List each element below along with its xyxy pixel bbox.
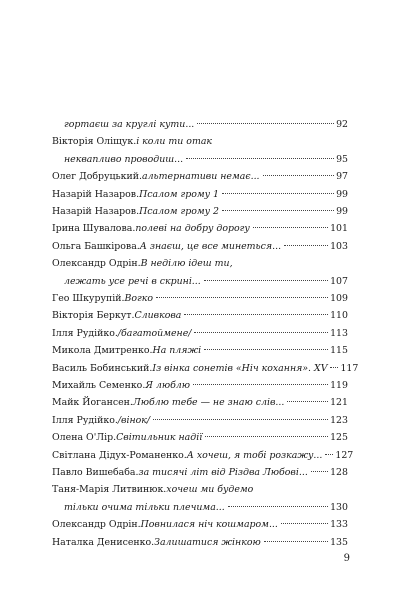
toc-title: Сливкова (134, 310, 182, 322)
toc-page-number: 133 (330, 519, 348, 531)
toc-line (52, 465, 348, 480)
dot-leader (153, 419, 328, 420)
toc-title: /багатоймене/ (117, 327, 192, 339)
toc-title: за тисячі літ від Різдва Любові... (138, 467, 308, 478)
toc-title: А знаєш, це все минеться... (139, 240, 282, 252)
dot-leader (184, 314, 328, 315)
toc-author: Світлана Дідух-Романенко. (52, 449, 187, 461)
toc-line (64, 117, 348, 132)
toc-page-number: 107 (330, 275, 348, 287)
dot-leader (222, 210, 334, 211)
dot-leader (205, 436, 328, 437)
toc-author: Олена О'Лір. (52, 432, 117, 444)
toc-line (52, 204, 348, 219)
toc-title: лежать усе речі в скрині... (64, 275, 201, 287)
toc-title: Із вінка сонетів «Ніч кохання». XV (152, 362, 328, 374)
toc-line (52, 448, 354, 463)
toc-line (52, 517, 348, 532)
toc-page-number: 127 (335, 449, 354, 461)
toc-title: Псалом грому 2 (139, 206, 219, 217)
toc-title: і коли ти отак (136, 136, 213, 148)
dot-leader (311, 471, 328, 472)
toc-page-number: 123 (330, 414, 348, 426)
toc-line (52, 482, 253, 497)
toc-page-number: 119 (330, 380, 348, 391)
toc-line (52, 378, 348, 393)
toc-author: Майк Йогансен. (52, 397, 133, 409)
toc-line (52, 413, 348, 428)
toc-author: Назарій Назаров. (52, 188, 140, 200)
toc-title: альтернативи немає... (141, 171, 260, 183)
toc-title: На пляжі (152, 345, 202, 357)
dot-leader (253, 227, 328, 228)
toc-line (52, 169, 348, 184)
toc-line (52, 395, 348, 410)
toc-title: полеві на добру дорогу (135, 223, 250, 235)
dot-leader (186, 158, 334, 159)
toc-title: Я люблю (145, 380, 191, 391)
toc-line (52, 343, 348, 358)
toc-author: Олег Добруцький. (52, 171, 142, 183)
dot-leader (197, 123, 334, 124)
dot-leader (264, 541, 328, 542)
dot-leader (156, 297, 328, 298)
toc-author: Наталка Денисенко. (52, 536, 155, 548)
toc-line (52, 134, 212, 149)
toc-author: Олександр Одрін. (52, 519, 141, 531)
toc-title: /вінок/ (117, 414, 151, 426)
toc-author: Павло Вишебаба. (52, 467, 139, 478)
toc-line (52, 256, 233, 271)
toc-line (52, 239, 348, 254)
toc-title: Вогко (124, 293, 153, 304)
toc-line (64, 152, 348, 167)
toc-line (64, 274, 348, 289)
toc-author: Ілля Рудійко. (52, 414, 118, 426)
toc-line (52, 326, 348, 341)
toc-title: В неділю ідеш ти, (140, 258, 233, 270)
toc-line (52, 308, 348, 323)
dot-leader (204, 349, 328, 350)
dot-leader (330, 367, 338, 368)
dot-leader (287, 401, 328, 402)
toc-page-number: 109 (330, 293, 348, 304)
toc-page-number: 115 (330, 345, 348, 357)
toc-author: Ольга Башкірова. (52, 240, 140, 252)
toc-title: тільки очима тільки плечима... (64, 501, 225, 513)
toc-page-number: 95 (336, 153, 348, 165)
toc-title: гортаєш за круглі кути... (64, 119, 195, 130)
toc-page-number: 135 (330, 536, 348, 548)
toc-line (52, 430, 348, 445)
toc-page-number: 99 (336, 188, 348, 200)
dot-leader (193, 384, 328, 385)
dot-leader (222, 193, 334, 194)
toc-page-number: 92 (336, 119, 348, 130)
toc-page-number: 97 (336, 171, 348, 183)
toc-page-number: 121 (330, 397, 348, 409)
toc-line (52, 187, 348, 202)
dot-leader (325, 454, 333, 455)
dot-leader (194, 332, 328, 333)
toc-title: Люблю тебе — не знаю слів... (132, 397, 285, 409)
toc-page-number: 117 (340, 362, 359, 374)
toc-page-number: 128 (330, 467, 348, 478)
toc-page-number: 101 (330, 223, 348, 235)
toc-author: Олександр Одрін. (52, 258, 141, 270)
toc-author: Таня-Марія Литвинюк. (52, 484, 167, 496)
toc-author: Ілля Рудійко. (52, 327, 118, 339)
toc-line (52, 361, 359, 376)
toc-author: Микола Дмитренко. (52, 345, 153, 357)
toc-line (64, 500, 348, 515)
toc-author: Ірина Шувалова. (52, 223, 136, 235)
dot-leader (263, 175, 335, 176)
toc-title: Повнилася ніч кошмаром... (140, 519, 278, 531)
toc-line (52, 221, 348, 236)
toc-page-number: 99 (336, 206, 348, 217)
toc-title: Залишатися жінкою (154, 536, 261, 548)
toc-author: Вікторія Беркут. (52, 310, 135, 322)
dot-leader (284, 245, 328, 246)
dot-leader (228, 506, 328, 507)
toc-page-number: 110 (330, 310, 348, 322)
toc-author: Гео Шкурупій. (52, 293, 125, 304)
toc-page-number: 125 (330, 432, 348, 444)
toc-author: Вікторія Оліщук. (52, 136, 137, 148)
toc-line (52, 535, 348, 550)
toc-title: А хочеш, я тобі розкажу... (186, 449, 323, 461)
toc-author: Василь Бобинський. (52, 362, 153, 374)
toc-page-number: 130 (330, 501, 348, 513)
dot-leader (281, 523, 328, 524)
toc-title: Світильник надії (116, 432, 203, 444)
toc-author: Михайль Семенко. (52, 380, 146, 391)
toc-title: Псалом грому 1 (139, 188, 219, 200)
page-number: 9 (343, 553, 350, 564)
toc-line (52, 291, 348, 306)
toc-author: Назарій Назаров. (52, 206, 140, 217)
toc-page-number: 113 (330, 327, 348, 339)
toc-page-number: 103 (330, 240, 348, 252)
toc-title: неквапливо проводиш... (64, 153, 184, 165)
toc-title: хочеш ми будемо (166, 484, 254, 496)
dot-leader (204, 280, 328, 281)
